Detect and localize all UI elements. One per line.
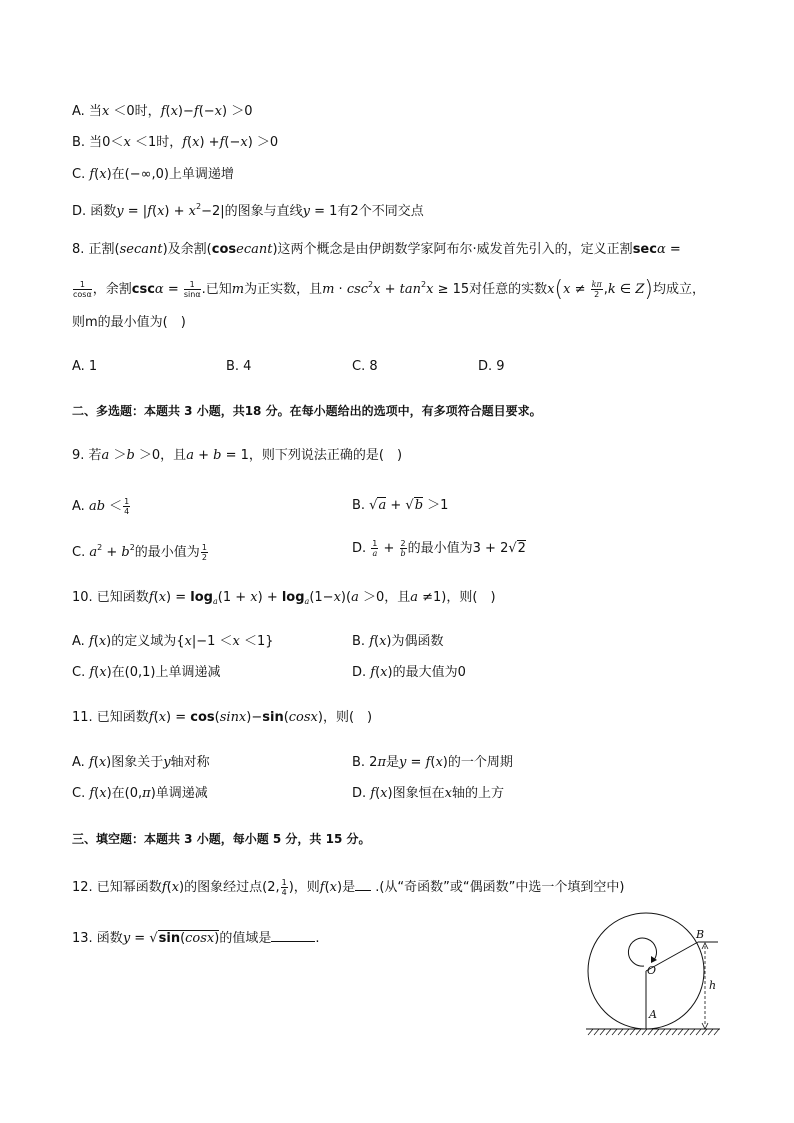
label-B: B [696, 928, 705, 941]
section-2-title: 二、多选题：本题共 3 小题，共18 分。在每小题给出的选项中，有多项符合题目要求。 [72, 404, 542, 418]
q9-stem: 9. 若a ＞b ＞0，且a + b = 1，则下列说法正确的是( ) [72, 448, 403, 463]
q11-stem: 11. 已知函数f(x) = cos(sinx)−sin(cosx)，则( ) [72, 710, 373, 725]
q8-option-d: D. 9 [478, 359, 505, 374]
label-h: h [709, 979, 717, 992]
q9-option-d: D. $\frac{1}{a}$ + $\frac{2}{b}$ 的最小值为3 + 2√2 [352, 539, 526, 558]
ferris-wheel-figure [578, 908, 728, 1043]
q12-stem: 12. 已知幂函数f(x)的图象经过点(2, $\frac{1}{4}$ )，则f(x)是 .(从“奇函数”或“偶函数”中选一个填到空中) [72, 878, 625, 897]
q11-option-d: D. f(x)图象恒在x轴的上方 [352, 786, 504, 801]
q10-option-a: A. f(x)的定义域为{x|−1 ＜x ＜1} [72, 634, 274, 649]
q8-frac-cos: $\frac{1}{\cos\alpha}$ [73, 280, 92, 299]
ground-hatching [588, 1029, 719, 1035]
section-3-title: 三、填空题：本题共 3 小题，每小题 5 分，共 15 分。 [72, 832, 371, 846]
q13-stem: 13. 函数y = √sin(cosx)的值域是 . [72, 931, 320, 946]
q8-frac-sin: $\frac{1}{\sin\alpha}$ [183, 280, 201, 299]
q7-option-a: A. 当x ＜0时，f(x)−f(−x) ＞0 [72, 104, 253, 119]
q7-option-c: C. f(x)在(−∞,0)上单调递增 [72, 167, 234, 182]
label-O: O [647, 964, 657, 977]
label-A: A [649, 1008, 657, 1021]
q8-option-a: A. 1 [72, 359, 98, 374]
q9-option-b: B. √a + √b ＞1 [352, 498, 449, 513]
q10-option-d: D. f(x)的最大值为0 [352, 665, 466, 680]
q11-option-c: C. f(x)在(0,π)单调递减 [72, 786, 208, 801]
q10-option-b: B. f(x)为偶函数 [352, 634, 444, 649]
q8-option-b: B. 4 [226, 359, 252, 374]
q9-option-c: C. $a^2 + b^2$的最小值为 $\frac{1}{2}$ [72, 543, 207, 562]
q7-option-d: D. 函数$y = |f(x) + x^2-2|$的图象与直线y = 1有2个不同交点 [72, 202, 424, 219]
q8-option-c: C. 8 [352, 359, 378, 374]
q11-option-b: B. 2π是y = f(x)的一个周期 [352, 755, 513, 770]
q11-option-a: A. f(x)图象关于y轴对称 [72, 755, 210, 770]
q13-answer-blank [271, 929, 315, 942]
q8-line2: $\frac{1}{\cos\alpha}$ ，余割cscα = $\frac{1}{\sin\alpha}$ .已知m为正实数，且$m \cdot \csc^2x + \tan^2x \ge 15$对任意的实数x(x ≠ $\frac{k\pi}{2}$ ,k ∈ Z)均成立， [73, 277, 705, 302]
q8-line1: 8. 正割(secant)及余割(cosecant)这两个概念是由伊朗数学家阿布尔·威发首先引入的，定义正割secα = [72, 242, 681, 257]
q7-option-b: B. 当0＜x ＜1时，f(x) +f(−x) ＞0 [72, 135, 279, 150]
q8-line3: 则m的最小值为( ) [72, 315, 186, 330]
q10-stem: 10. 已知函数$f(x) = \log_a(1 + x) + \log_a(1-x)(a >0$，且a ≠1)，则( ) [72, 590, 496, 606]
q10-option-c: C. f(x)在(0,1)上单调递减 [72, 665, 221, 680]
q9-option-a: A. ab ＜ $\frac{1}{4}$ [72, 497, 130, 516]
q12-answer-blank [355, 878, 371, 891]
